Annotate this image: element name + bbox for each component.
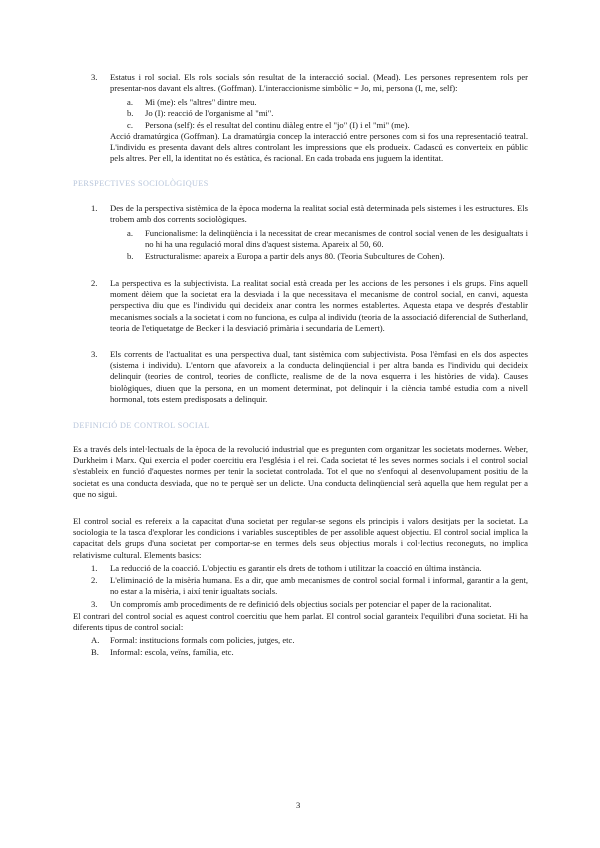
sub-label: c.	[127, 120, 133, 130]
list-item-text: La reducció de la coacció. L'objectiu es garantir els drets de tothom i utilitzar la coacció en última instància.	[110, 563, 482, 573]
paragraph: El control social es refereix a la capacitat d'una societat per regular-se segons els principis i valors desitjats per la societat. La sociologia te la tasca d'explorar les condicions i variables susceptibles de per assolible aquest objectiu. El control social implica la capacitat dels grups d'una societat per comportar-se en termes dels seus objectius morals i col·lectius reconeguts, no implica relativisme cultural. Elements basics:	[73, 516, 528, 560]
paragraph: Es a través dels intel·lectuals de la època de la revolució industrial que es pregunten com organitzar les societats modernes. Weber, Durkheim i Marx. Qui exercia el poder coercitiu era l'església i el rei. Cada societat té les seves normes socials i el control social s'estableix en funció d'aquestes normes per tenir la societat controlada. Tot el que no s'enfoqui al desenvolupament positiu de la societat es una conducta desviada, que no te perquè ser un delicte. Una conducta delinqüencial serà aquella que hem regulat per a que no sigui.	[73, 444, 528, 499]
paragraph-dramaturgic: Acció dramatúrgica (Goffman). La dramatúrgia concep la interacció entre persones com si fos una representació teatral. L'individu es presenta davant dels altres controlant les impressions que els produeix. Cadascú es converteix en públic pels altres. Per ell, la identitat no és estàtica, és racional. En cada trobada ens juguem la identitat.	[110, 131, 528, 164]
list-number: 3.	[91, 599, 98, 609]
list-item-text: La perspectiva es la subjectivista. La realitat social està creada per les accions de les persones i els grups. Fins aquell moment dèiem que la societat era la desviada i la que necessitava el mecanisme de control social, en canvi, aquesta perspectiva diu que es l'individu qui decideix anar contra les normes establertes. Aquesta etapa ve després d'establir mecanismes socials a la societat i com no funciona, es culpa al individu (teoria de la associació diferencial de Sutherland, teoria de l'etiquetatge de Becker i la desviació primària i secundaria de Lemert).	[110, 278, 528, 333]
list-item-text: Un compromís amb procediments de re definició dels objectius socials per potenciar el paper de la racionalitat.	[110, 599, 492, 609]
list-label: A.	[91, 635, 100, 645]
sub-label: a.	[127, 97, 133, 107]
section-heading: DEFINICIÓ DE CONTROL SOCIAL	[73, 421, 210, 430]
list-item-text: Formal: institucions formals com policies, jutges, etc.	[110, 635, 295, 645]
sub-label: b.	[127, 108, 134, 118]
paragraph: El contrari del control social es aquest control coercitiu que hem parlat. El control social garanteix l'equilibri d'una societat. Hi ha diferents tipus de control social:	[73, 611, 528, 633]
list-item-text: Estatus i rol social. Els rols socials són resultat de la interacció social. (Mead). Les persones representem rols per presentar-nos davant els altres. (Goffman). L'interaccionisme simbòlic = Jo, mi, persona (I, me, self):	[110, 72, 528, 94]
list-item-text: Des de la perspectiva sistèmica de la època moderna la realitat social està determinada pels sistemes i les estructures. Els trobem amb dos corrents sociològiques.	[110, 203, 528, 225]
list-label: B.	[91, 647, 99, 657]
sub-label: b.	[127, 251, 134, 261]
page-number: 3	[296, 800, 301, 810]
list-number: 2.	[91, 575, 98, 585]
sub-text: Persona (self): és el resultat del continu diàleg entre el "jo" (I) i el "mi" (me).	[145, 120, 410, 130]
list-item-text: Els corrents de l'actualitat es una perspectiva dual, tant sistèmica com subjectivista. Posa l'èmfasi en els dos aspectes (sistema i individu). L'entorn que afavoreix a la conducta delinqüencial i per altra banda es l'individu qui decideix delinquir (teories de control, teories de conflicte, realisme de de la nova esquerra i les històries de vida). Causes biològiques, diuen que la persona, en un moment determinat, pot delinquir i la ciència també estudia com a nivell hormonal, tots estem predisposats a delinquir.	[110, 349, 528, 404]
list-item-text: Informal: escola, veïns, família, etc.	[110, 647, 234, 657]
sub-text: Estructuralisme: apareix a Europa a partir dels anys 80. (Teoria Subcultures de Cohen).	[145, 251, 445, 261]
section-heading: PERSPECTIVES SOCIOLÒGIQUES	[73, 179, 209, 188]
sub-label: a.	[127, 228, 133, 238]
sub-text: Mi (me): els "altres" dintre meu.	[145, 97, 257, 107]
list-number: 1.	[91, 203, 98, 213]
list-number: 2.	[91, 278, 98, 288]
sub-text: Funcionalisme: la delinqüència i la necessitat de crear mecanismes de control social venen de les desigualtats i no hi ha una regulació moral dins d'aquest sistema. Apareix al 50, 60.	[145, 228, 528, 250]
list-number: 1.	[91, 563, 98, 573]
list-number: 3.	[91, 349, 98, 359]
sub-text: Jo (I): reacció de l'organisme al "mi".	[145, 108, 274, 118]
list-item-text: L'eliminació de la misèria humana. Es a dir, que amb mecanismes de control social formal i informal, garantir a la gent, no estar a la misèria, i així tenir igualtats socials.	[110, 575, 528, 597]
list-number: 3.	[91, 72, 98, 82]
